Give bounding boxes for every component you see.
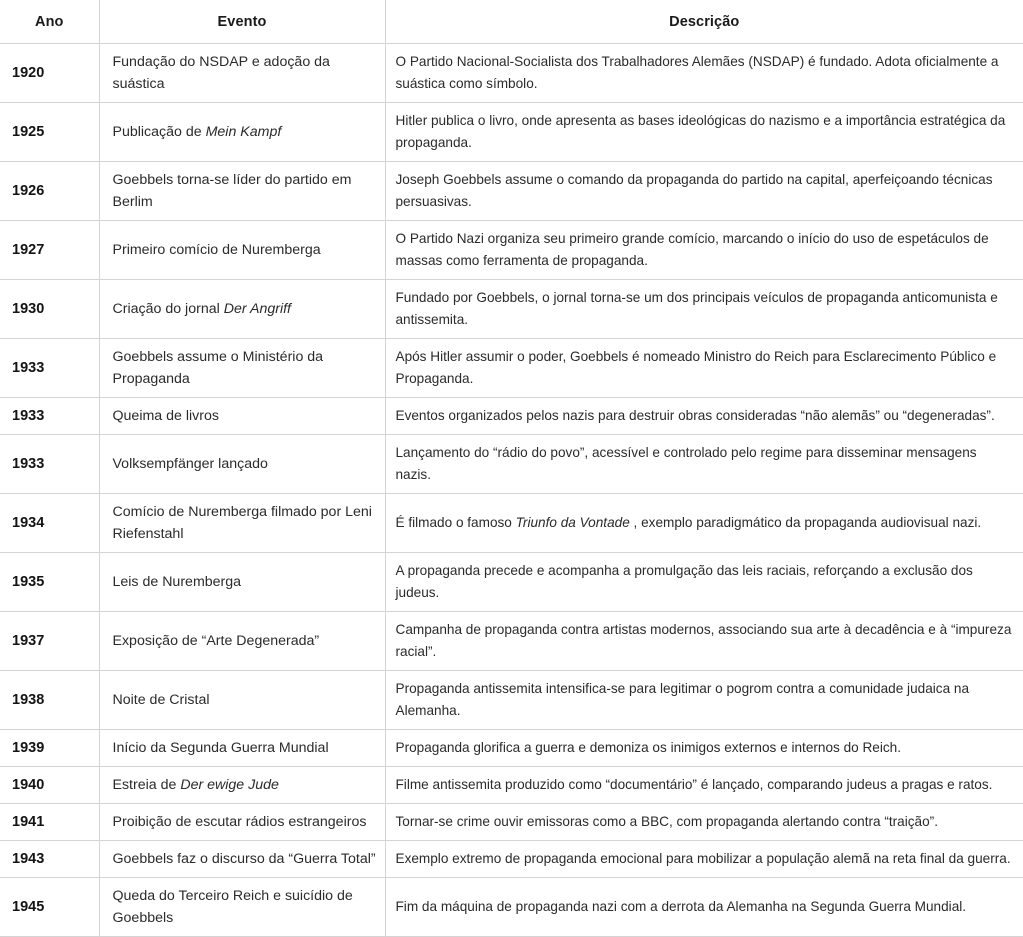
- cell-evento-title-italic: Mein Kampf: [205, 124, 282, 141]
- table-row: [0, 44, 1023, 103]
- cell-evento: Queima de livros: [99, 398, 385, 435]
- table-header: [0, 0, 1023, 44]
- cell-ano: 1925: [0, 103, 99, 162]
- cell-evento-prefix: Publicação de: [112, 124, 206, 141]
- cell-evento: Exposição de “Arte Degenerada”: [99, 612, 385, 671]
- cell-ano: 1941: [0, 804, 99, 841]
- cell-desc: Joseph Goebbels assume o comando da propaganda do partido na capital, aperfeiçoando técnicas persuasivas.: [385, 162, 1023, 221]
- table-row: [0, 730, 1023, 767]
- cell-evento-prefix: Criação do jornal: [112, 301, 224, 318]
- cell-ano: 1938: [0, 671, 99, 730]
- cell-desc-suffix: , exemplo paradigmático da propaganda audiovisual nazi.: [629, 515, 982, 531]
- cell-evento: Noite de Cristal: [99, 671, 385, 730]
- cell-desc-prefix: É filmado o famoso: [395, 515, 516, 531]
- cell-ano: 1933: [0, 398, 99, 435]
- cell-desc: Campanha de propaganda contra artistas modernos, associando sua arte à decadência e à “impureza racial”.: [385, 612, 1023, 671]
- cell-evento: [99, 103, 385, 162]
- cell-desc: O Partido Nazi organiza seu primeiro grande comício, marcando o início do uso de espetáculos de massas como ferramenta de propaganda.: [385, 221, 1023, 280]
- cell-desc: A propaganda precede e acompanha a promulgação das leis raciais, reforçando a exclusão dos judeus.: [385, 553, 1023, 612]
- table-row: [0, 671, 1023, 730]
- table-row: [0, 339, 1023, 398]
- cell-desc: Lançamento do “rádio do povo”, acessível e controlado pelo regime para disseminar mensagens nazis.: [385, 435, 1023, 494]
- cell-ano: 1935: [0, 553, 99, 612]
- header-row: [0, 0, 1023, 44]
- cell-ano: 1939: [0, 730, 99, 767]
- column-header-ano: Ano: [0, 0, 99, 44]
- cell-desc: Fim da máquina de propaganda nazi com a derrota da Alemanha na Segunda Guerra Mundial.: [385, 878, 1023, 937]
- cell-desc: Após Hitler assumir o poder, Goebbels é nomeado Ministro do Reich para Esclarecimento Público e Propaganda.: [385, 339, 1023, 398]
- cell-evento: Goebbels assume o Ministério da Propaganda: [99, 339, 385, 398]
- cell-ano: 1940: [0, 767, 99, 804]
- cell-ano: 1933: [0, 339, 99, 398]
- table-row: [0, 612, 1023, 671]
- table-row: [0, 553, 1023, 612]
- cell-ano: 1943: [0, 841, 99, 878]
- cell-evento: [99, 767, 385, 804]
- cell-ano: 1934: [0, 494, 99, 553]
- cell-desc: Propaganda glorifica a guerra e demoniza os inimigos externos e internos do Reich.: [385, 730, 1023, 767]
- column-header-desc: Descrição: [385, 0, 1023, 44]
- table-row: [0, 435, 1023, 494]
- cell-evento: Queda do Terceiro Reich e suicídio de Goebbels: [99, 878, 385, 937]
- table-row: [0, 162, 1023, 221]
- table-body: [0, 44, 1023, 937]
- cell-desc: Tornar-se crime ouvir emissoras como a BBC, com propaganda alertando contra “traição”.: [385, 804, 1023, 841]
- cell-evento: Leis de Nuremberga: [99, 553, 385, 612]
- table-row: [0, 398, 1023, 435]
- cell-evento-title-italic: Der ewige Jude: [180, 777, 279, 794]
- cell-evento: Comício de Nuremberga filmado por Leni Riefenstahl: [99, 494, 385, 553]
- column-header-evento: Evento: [99, 0, 385, 44]
- cell-desc: Filme antissemita produzido como “documentário” é lançado, comparando judeus a pragas e ratos.: [385, 767, 1023, 804]
- cell-evento: Volksempfänger lançado: [99, 435, 385, 494]
- cell-evento: Goebbels faz o discurso da “Guerra Total”: [99, 841, 385, 878]
- cell-evento: Goebbels torna-se líder do partido em Berlim: [99, 162, 385, 221]
- cell-ano: 1933: [0, 435, 99, 494]
- cell-desc: Propaganda antissemita intensifica-se para legitimar o pogrom contra a comunidade judaica na Alemanha.: [385, 671, 1023, 730]
- cell-evento-title-italic: Der Angriff: [223, 301, 291, 318]
- table-row: [0, 494, 1023, 553]
- table-row: [0, 103, 1023, 162]
- table-row: [0, 280, 1023, 339]
- cell-ano: 1926: [0, 162, 99, 221]
- cell-ano: 1920: [0, 44, 99, 103]
- cell-evento: [99, 280, 385, 339]
- cell-desc: [385, 494, 1023, 553]
- cell-desc: Eventos organizados pelos nazis para destruir obras consideradas “não alemãs” ou “degeneradas”.: [385, 398, 1023, 435]
- cell-desc-title-italic: Triunfo da Vontade: [515, 515, 630, 531]
- cell-desc: O Partido Nacional-Socialista dos Trabalhadores Alemães (NSDAP) é fundado. Adota oficialmente a suástica como símbolo.: [385, 44, 1023, 103]
- cell-desc: Fundado por Goebbels, o jornal torna-se um dos principais veículos de propaganda anticomunista e antissemita.: [385, 280, 1023, 339]
- table-row: [0, 221, 1023, 280]
- table-row: [0, 767, 1023, 804]
- cell-desc: Hitler publica o livro, onde apresenta as bases ideológicas do nazismo e a importância estratégica da propaganda.: [385, 103, 1023, 162]
- cell-evento: Fundação do NSDAP e adoção da suástica: [99, 44, 385, 103]
- cell-desc: Exemplo extremo de propaganda emocional para mobilizar a população alemã na reta final da guerra.: [385, 841, 1023, 878]
- cell-ano: 1945: [0, 878, 99, 937]
- cell-evento: Proibição de escutar rádios estrangeiros: [99, 804, 385, 841]
- cell-evento-prefix: Estreia de: [112, 777, 181, 794]
- cell-ano: 1930: [0, 280, 99, 339]
- cell-ano: 1927: [0, 221, 99, 280]
- cell-evento: Primeiro comício de Nuremberga: [99, 221, 385, 280]
- cell-ano: 1937: [0, 612, 99, 671]
- table-row: [0, 841, 1023, 878]
- table-row: [0, 878, 1023, 937]
- table-row: [0, 804, 1023, 841]
- cell-evento: Início da Segunda Guerra Mundial: [99, 730, 385, 767]
